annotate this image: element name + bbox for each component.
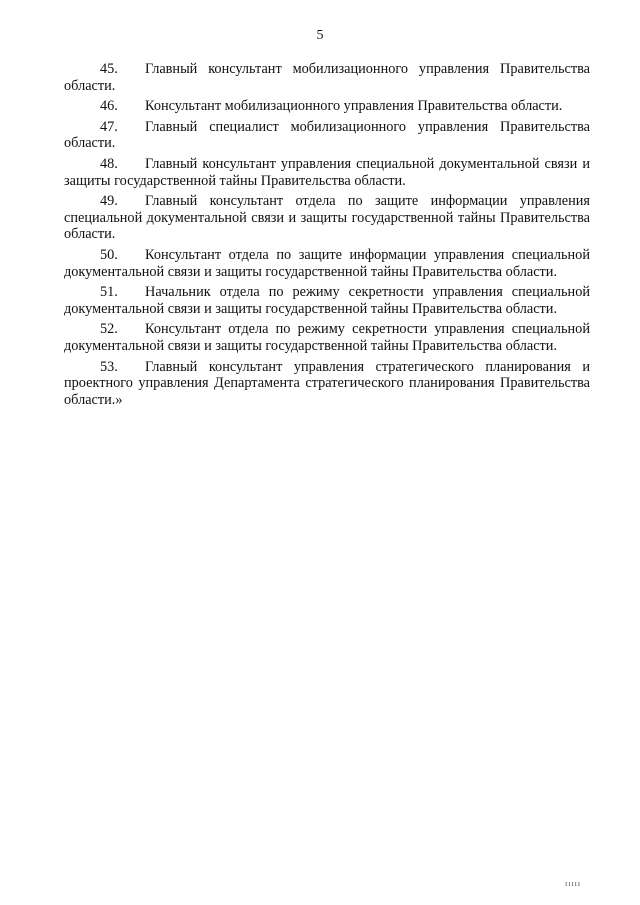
item-number: 52. [100,321,118,338]
item-text: Начальник отдела по режиму секретности управления специальной документальной связи и защиты государственной тайны Правительства области. [64,284,590,317]
item-text: Консультант мобилизационного управления Правительства области. [145,98,563,115]
item-number: 45. [100,61,118,77]
page-number: 5 [316,28,324,43]
item-text: Главный консультант управления специальной документальной связи и защиты государственной тайны Правительства области. [64,155,590,189]
item-text: Главный консультант мобилизационного управления Правительства области. [64,61,590,94]
item-number: 46. [100,98,118,115]
document-body [64,61,590,412]
barcode-mark: ııııı [565,879,582,888]
list-item-52 [64,321,590,354]
list-item-48 [64,156,590,189]
list-item-45 [64,61,590,94]
list-item-46 [64,98,590,115]
list-item-49 [64,193,590,243]
list-item-50 [64,247,590,280]
item-text: Главный специалист мобилизационного управления Правительства области. [64,118,590,152]
item-number: 50. [100,246,118,263]
list-item-53 [64,359,590,409]
item-number: 53. [100,358,118,375]
item-number: 47. [100,118,118,135]
list-item-51 [64,284,590,317]
item-text: Главный консультант управления стратегического планирования и проектного управления Департамента стратегического планирования Правительства области.» [64,358,590,408]
item-text: Главный консультант отдела по защите информации управления специальной документальной связи и защиты государственной тайны Правительства области. [64,193,590,243]
item-number: 51. [100,284,118,301]
item-text: Консультант отдела по режиму секретности управления специальной документальной связи и защиты государственной тайны Правительства области. [64,321,590,354]
list-item-47 [64,119,590,152]
item-number: 49. [100,193,118,210]
item-number: 48. [100,155,118,172]
item-text: Консультант отдела по защите информации управления специальной документальной связи и защиты государственной тайны Правительства области. [64,246,590,280]
